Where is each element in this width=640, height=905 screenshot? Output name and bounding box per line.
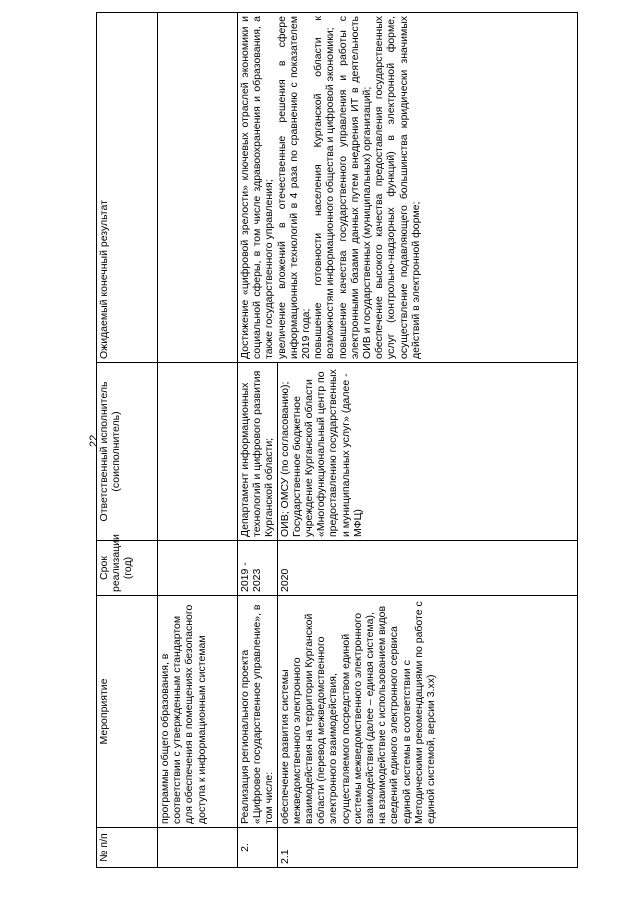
result-item: повышение качества государственного управления и работы с электронными базами данных путем внедрения ИТ в деятельность ОИВ и государственных (муниципальных) организаций; bbox=[336, 16, 374, 359]
row-result bbox=[158, 13, 238, 363]
row-executor: ОИВ; ОМСУ (по согласованию); Государственное бюджетное учреждение Курганской области «Многофункциональный центр по предоставлению государственных и муниципальных услуг» (далее - МФЦ) bbox=[277, 363, 577, 541]
row-term: 2019 - 2023 bbox=[238, 541, 278, 596]
row-event: программы общего образования, в соответствии с утвержденным стандартом для обеспечения в помещениях безопасного доступа к информационным системам bbox=[158, 596, 238, 828]
row-executor bbox=[158, 363, 238, 541]
result-item: Достижение «цифровой зрелости» ключевых отраслей экономики и социальной сферы, в том числе здравоохранения и образования, а также государственного управления; bbox=[239, 16, 276, 359]
table-row bbox=[238, 13, 278, 868]
header-result: Ожидаемый конечный результат bbox=[97, 13, 158, 363]
row-event: Реализация регионального проекта «Цифровое государственное управление», в том числе: bbox=[238, 596, 278, 828]
row-event: обеспечение развития системы межведомственного электронного взаимодействия на территории Курганской области (перевод межведомственного электронного взаимодействия, осуществляемого посредством единой системы межведомственного электронного взаимодействия (далее – единая система), на взаимодействие с использованием видов сведений единого электронного сервиса единой системы в соответствии с Методическими рекомендациями по работе с единой системой, версии 3.хх) bbox=[277, 596, 577, 828]
row-term bbox=[158, 541, 238, 596]
result-item: увеличение вложений в отечественные решения в сфере информационных технологий в 4 раза по сравнению с показателем 2019 года; bbox=[275, 16, 313, 359]
expected-result-cell bbox=[238, 13, 578, 363]
table-header-row bbox=[97, 13, 158, 868]
table-row bbox=[158, 13, 238, 868]
row-number: 2. bbox=[238, 828, 278, 868]
header-number: № п/п bbox=[97, 828, 158, 868]
result-item: обеспечение высокого качества предоставления государственных услуг (контрольно-надзорных функций) в электронной форме, осуществление подавляющего большинства юридически значимых действий в электронной форме; bbox=[373, 16, 422, 359]
result-item: повышение готовности населения Курганской области к возможностям информационного общества и цифровой экономики; bbox=[312, 16, 337, 359]
header-term: Срок реализации (год) bbox=[97, 541, 158, 596]
header-event: Мероприятие bbox=[97, 596, 158, 828]
row-executor: Департамент информационных технологий и цифрового развития Курганской области; bbox=[238, 363, 278, 541]
plan-table bbox=[96, 12, 578, 868]
row-number bbox=[158, 828, 238, 868]
page-number: 22 bbox=[88, 434, 100, 447]
rotated-table-wrapper bbox=[96, 13, 590, 868]
row-term: 2020 bbox=[277, 541, 577, 596]
row-number: 2.1 bbox=[277, 828, 577, 868]
header-executor: Ответственный исполнитель (соисполнитель) bbox=[97, 363, 158, 541]
